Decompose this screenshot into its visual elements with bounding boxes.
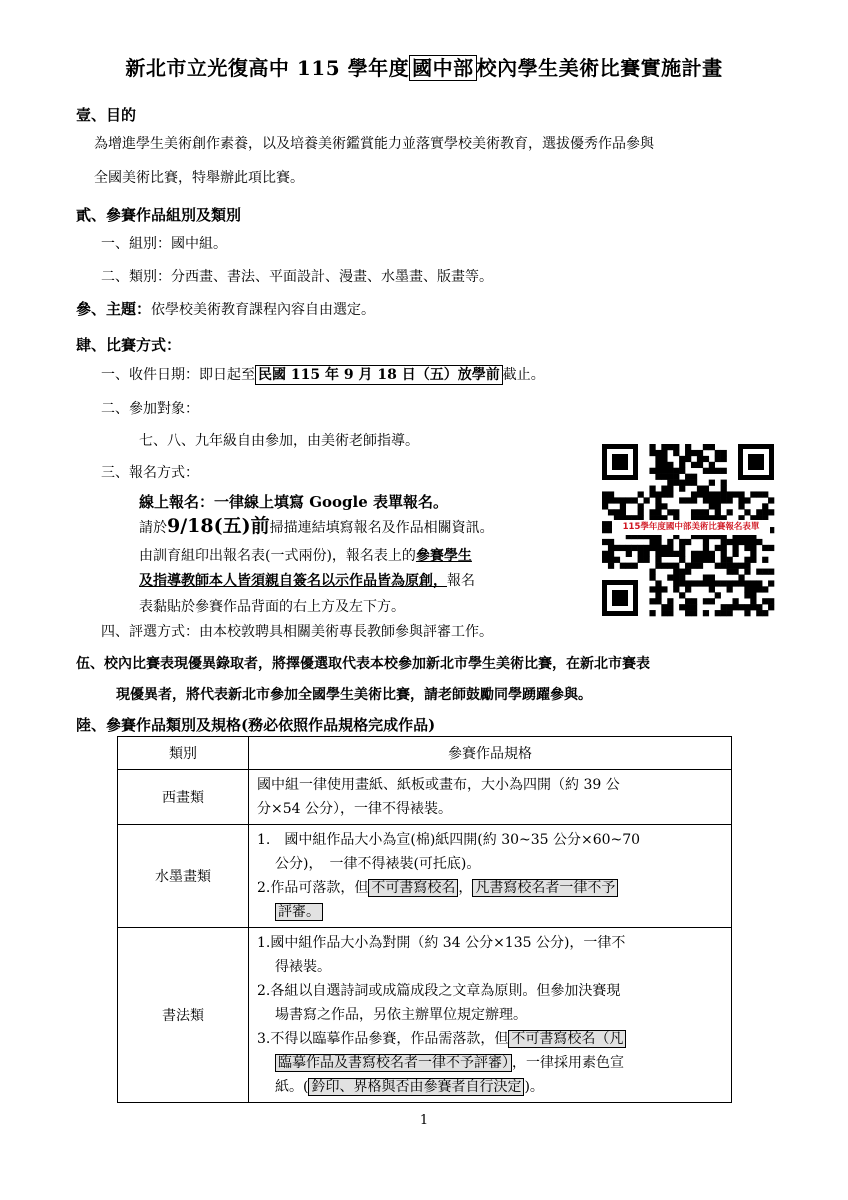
section4-heading: 肆、比賽方式： [76, 336, 182, 354]
header-category: 類別 [118, 737, 249, 770]
spec-text: )。 [524, 1079, 544, 1095]
please-text: 請於 [139, 520, 167, 536]
spec-cell [249, 770, 732, 825]
spec-line [257, 1051, 725, 1075]
spec-line [257, 876, 725, 900]
section1-line2: 全國美術比賽，特舉辦此項比賽。 [94, 170, 304, 186]
registration-deadline-line [139, 514, 494, 540]
spec-line: 公分)， 一律不得裱裝(可托底)。 [275, 856, 481, 872]
spec-line: 國中組一律使用畫紙、紙板或畫布，大小為四開（約 39 公 [257, 777, 620, 793]
section2-heading: 貳、參賽作品組別及類別 [76, 206, 242, 224]
spec-line: 1. 國中組作品大小為宣(棉)紙四開(約 30~35 公分×60~70 [257, 832, 641, 848]
collection-deadline: 民國 115 年 9 月 18 日（五）放學前 [255, 365, 503, 385]
section3-heading: 參、主題： [76, 300, 152, 318]
spec-text: 2.作品可落款，但 [257, 880, 369, 896]
section2-item1: 一、組別：國中組。 [101, 236, 227, 252]
highlight-no-school-name: 不可書寫校名 [368, 879, 458, 897]
section1-heading: 壹、目的 [76, 106, 137, 124]
section1-line1: 為增進學生美術創作素養，以及培養美術鑑賞能力並落實學校美術教育，選拔優秀作品參與 [94, 136, 654, 152]
collection-date-suffix: 截止。 [502, 367, 545, 383]
section6-heading: 陸、參賽作品類別及規格(務必依照作品規格完成作品) [76, 716, 436, 734]
table-row [118, 928, 732, 1103]
table-row [118, 770, 732, 825]
spec-line: 1.國中組作品大小為對開（約 34 公分×135 公分)，一律不 [257, 935, 626, 951]
section4-item3: 三、報名方式： [101, 465, 199, 481]
highlight-no-school-name: 不可書寫校名（凡 [508, 1030, 626, 1048]
form-line1-emphasis: 參賽學生 [415, 548, 472, 564]
spec-line: 場書寫之作品，另依主辦單位規定辦理。 [275, 1007, 527, 1023]
highlight-disqualify-end: 評審。 [275, 903, 323, 921]
title-suffix: 校內學生美術比賽實施計畫 [476, 56, 723, 80]
spec-text: 3.不得以臨摹作品參賽，作品需落款，但 [257, 1031, 509, 1047]
section2-item2: 二、類別：分西畫、書法、平面設計、漫畫、水墨畫、版畫等。 [101, 269, 493, 285]
scan-text: 掃描連結填寫報名及作品相關資訊。 [269, 520, 494, 536]
section4-item2: 二、參加對象： [101, 401, 199, 417]
spec-text: ，一律採用素色宣 [512, 1055, 624, 1071]
qr-code-label: 115學年度國中部美術比賽報名表單 [612, 520, 770, 535]
title-prefix: 新北市立光復高中 115 學年度 [125, 56, 410, 80]
spec-cell [249, 928, 732, 1103]
form-line3: 表黏貼於參賽作品背面的右上方及左下方。 [139, 599, 405, 615]
spec-line: 分×54 公分），一律不得裱裝。 [257, 801, 452, 817]
section4-item2-text: 七、八、九年級自由參加，由美術老師指導。 [139, 433, 419, 449]
spec-line: 得裱裝。 [275, 959, 331, 975]
section5-line2: 現優異者，將代表新北市參加全國學生美術比賽，請老師鼓勵同學踴躍參與。 [116, 687, 592, 703]
collection-date-prefix: 一、收件日期：即日起至 [101, 367, 255, 383]
spec-line: 2.各組以自選詩詞或成篇成段之文章為原則。但參加決賽現 [257, 983, 621, 999]
category-cell: 水墨畫類 [118, 825, 249, 928]
section5-line1: 伍、校內比賽表現優異錄取者，將擇優選取代表本校參加新北市學生美術比賽，在新北市賽表 [76, 656, 650, 672]
highlight-disqualify: 臨摹作品及書寫校名者一律不予評審） [275, 1054, 512, 1072]
spec-text: 紙。( [275, 1079, 309, 1095]
spec-line [257, 1027, 725, 1051]
spec-line [257, 900, 725, 924]
highlight-seal-optional: 鈐印、界格與否由參賽者自行決定 [308, 1078, 524, 1096]
form-line1 [139, 546, 472, 566]
form-line1-text: 由訓育組印出報名表(一式兩份)，報名表上的 [139, 548, 416, 564]
spec-line [257, 1075, 725, 1099]
table-row [118, 825, 732, 928]
registration-deadline: 9/18(五)前 [167, 515, 270, 537]
spec-cell [249, 825, 732, 928]
page-number: 1 [419, 1113, 429, 1128]
form-line2-text: 報名 [447, 573, 475, 589]
section4-item1 [101, 365, 545, 385]
spec-text: ， [458, 880, 473, 896]
online-registration: 線上報名：一律線上填寫 Google 表單報名。 [139, 493, 448, 511]
section3-line [76, 299, 375, 320]
spec-table [117, 736, 732, 1103]
header-spec: 參賽作品規格 [249, 737, 732, 770]
section3-text: 依學校美術教育課程內容自由選定。 [151, 302, 376, 318]
title-boxed-department: 國中部 [409, 55, 477, 81]
form-line2 [139, 571, 475, 591]
document-title [0, 52, 848, 81]
section4-item4: 四、評選方式：由本校敦聘具相關美術專長教師參與評審工作。 [101, 624, 493, 640]
category-cell: 西畫類 [118, 770, 249, 825]
highlight-disqualify: 凡書寫校名者一律不予 [472, 879, 618, 897]
form-line2-emphasis: 及指導教師本人皆須親自簽名以示作品皆為原創， [139, 573, 447, 589]
category-cell: 書法類 [118, 928, 249, 1103]
table-header-row [118, 737, 732, 770]
